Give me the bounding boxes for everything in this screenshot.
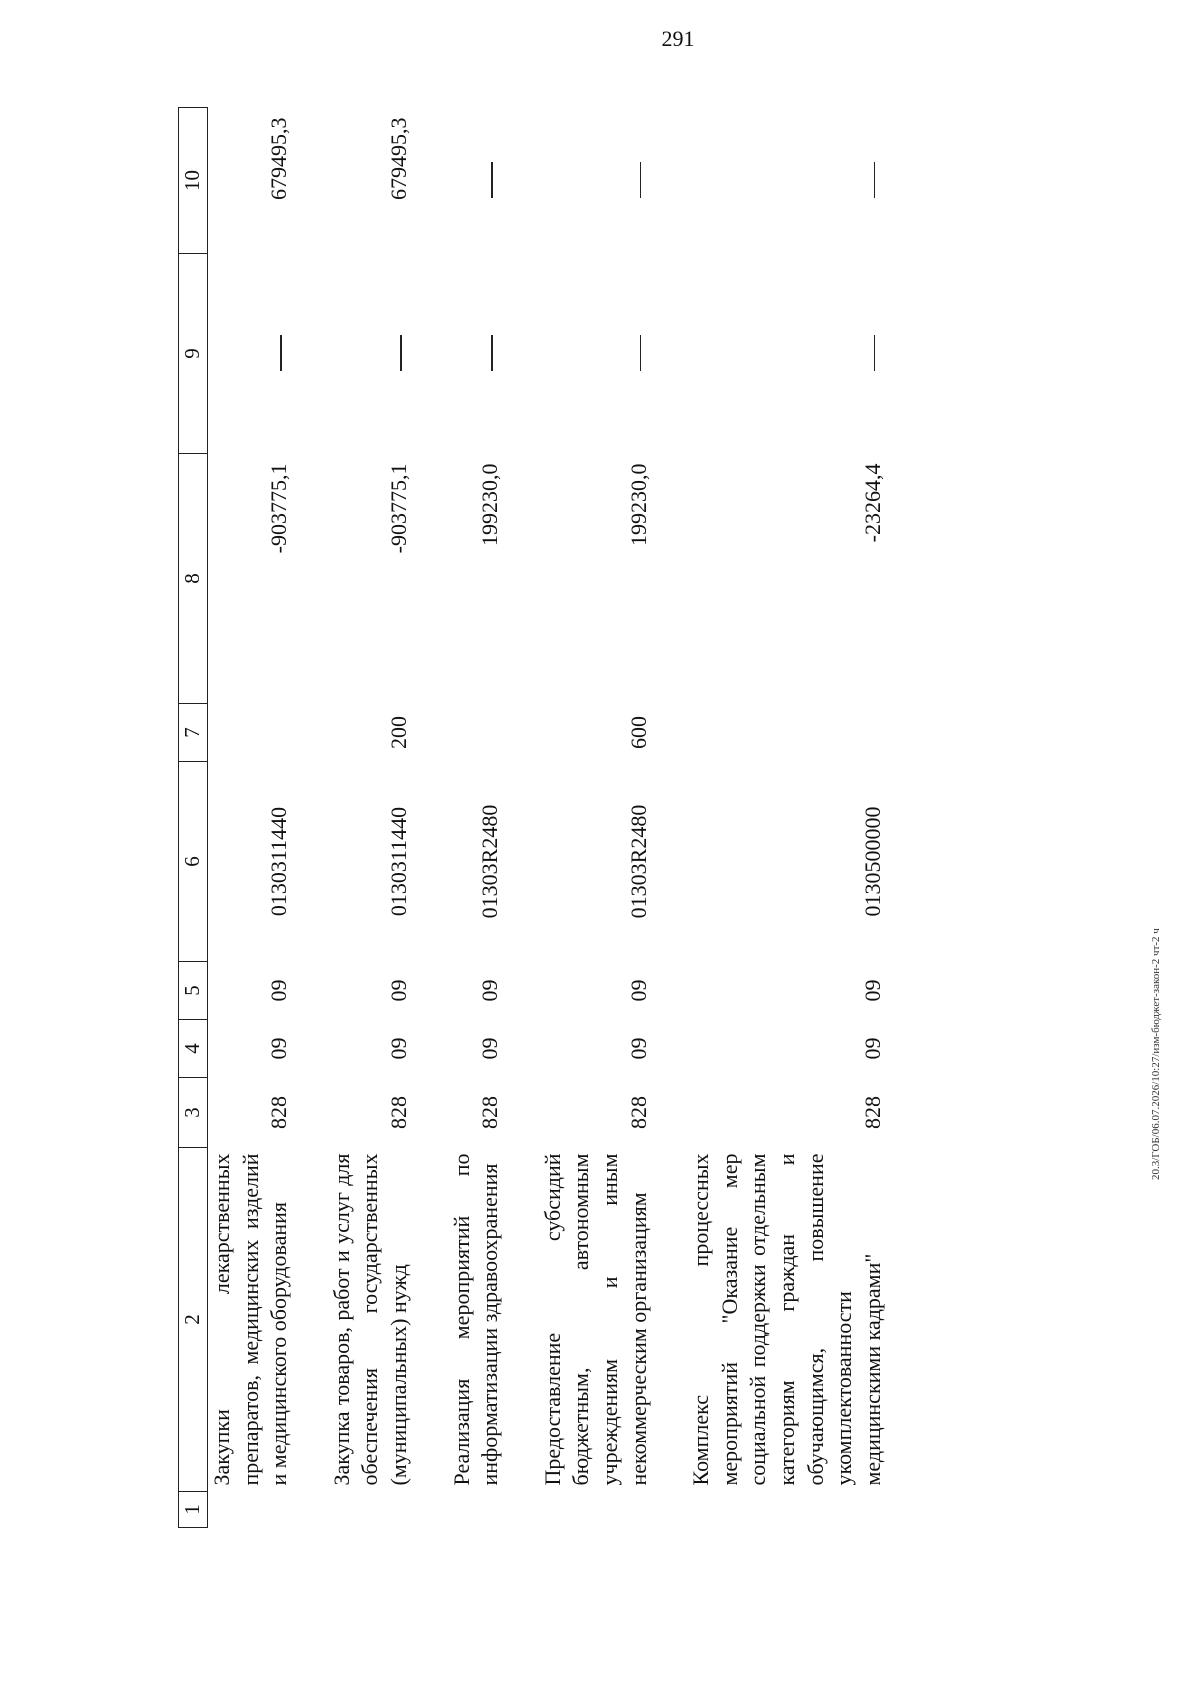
cell-c8: 199230,0: [625, 463, 651, 546]
cell-c7: 200: [385, 716, 411, 749]
row-name: Предоставление субсидий бюджетным, автономным учреждениям и иным некоммерческим организациям: [539, 1153, 651, 1486]
row-name: Комплекс процессных мероприятий "Оказание мер социальной поддержки отдельным категориям граждан и обучающимся, повышение укомплектованности медицинскими кадрами": [688, 1153, 885, 1486]
cell-c10: 679495,3: [385, 117, 411, 200]
cell-c3: 828: [266, 1096, 292, 1129]
header-cell: 1: [179, 1492, 208, 1528]
dash-mark: [874, 163, 876, 199]
header-cell: 6: [179, 762, 208, 962]
cell-c4: 09: [266, 1037, 292, 1060]
cell-c3: 828: [385, 1096, 411, 1129]
dash-mark: [491, 163, 493, 199]
cell-c3: 828: [625, 1096, 651, 1129]
table-row: [208, 108, 294, 1528]
cell-c6: 01303R2480: [625, 804, 651, 919]
cell-c7: 600: [625, 716, 651, 749]
header-cell: 7: [179, 704, 208, 762]
cell-c9: [687, 254, 887, 454]
dash-mark: [640, 336, 642, 372]
header-cell: 10: [179, 108, 208, 254]
header-cell: 3: [179, 1078, 208, 1148]
table-row: [539, 108, 653, 1528]
cell-c8: -23264,4: [859, 463, 885, 543]
dash-mark: [400, 336, 402, 372]
cell-c4: 09: [477, 1037, 503, 1060]
cell-c7: [448, 704, 505, 762]
cell-c6: 0130311440: [266, 806, 292, 917]
cell-c10: [539, 108, 653, 254]
table-row: [687, 108, 887, 1528]
header-cell: 8: [179, 454, 208, 704]
cell-c5: 09: [385, 979, 411, 1002]
cell-c4: 09: [859, 1037, 885, 1060]
row-name: Закупки лекарственных препаратов, медицинских изделий и медицинского оборудования: [209, 1153, 292, 1486]
dash-mark: [280, 336, 282, 372]
cell-c8: -903775,1: [385, 463, 411, 554]
cell-c4: 09: [625, 1037, 651, 1060]
page-number: 291: [661, 26, 695, 51]
cell-c6: 01303R2480: [477, 804, 503, 919]
cell-c5: 09: [477, 979, 503, 1002]
rotated-table-container: [178, 108, 968, 1528]
header-cell: 4: [179, 1020, 208, 1078]
cell-c3: 828: [859, 1096, 885, 1129]
cell-c8: -903775,1: [266, 463, 292, 554]
cell-c6: 0130311440: [385, 806, 411, 917]
cell-c9: [448, 254, 505, 454]
cell-c5: 09: [266, 979, 292, 1002]
cell-c9: [328, 254, 414, 454]
table-row: [448, 108, 505, 1528]
cell-c4: 09: [385, 1037, 411, 1060]
header-cell: 9: [179, 254, 208, 454]
cell-c9: [208, 254, 294, 454]
cell-c5: 09: [859, 979, 885, 1002]
dash-mark: [491, 336, 493, 372]
dash-mark: [874, 336, 876, 372]
row-name: Закупка товаров, работ и услуг для обеспечения государственных (муниципальных) нужд: [328, 1153, 411, 1486]
row-name: Реализация мероприятий по информатизации здравоохранения: [448, 1153, 503, 1486]
cell-c6: 0130500000: [859, 806, 885, 917]
table-header-row: [179, 108, 208, 1528]
cell-c8: 199230,0: [477, 463, 503, 546]
header-cell: 5: [179, 962, 208, 1020]
dash-mark: [640, 163, 642, 199]
cell-c10: 679495,3: [266, 117, 292, 200]
cell-c9: [539, 254, 653, 454]
cell-c3: 828: [477, 1096, 503, 1129]
budget-table: [178, 107, 887, 1528]
header-cell: 2: [179, 1148, 208, 1492]
cell-c5: 09: [625, 979, 651, 1002]
cell-c10: [448, 108, 505, 254]
cell-c7: [208, 704, 294, 762]
table-row: [328, 108, 414, 1528]
cell-c7: [687, 704, 887, 762]
cell-c10: [687, 108, 887, 254]
document-footer-code: 20.3/ГОБ/06.07.2026/10:27/изм-бюджет-закон-2 чт-2 ч: [1150, 928, 1162, 1180]
